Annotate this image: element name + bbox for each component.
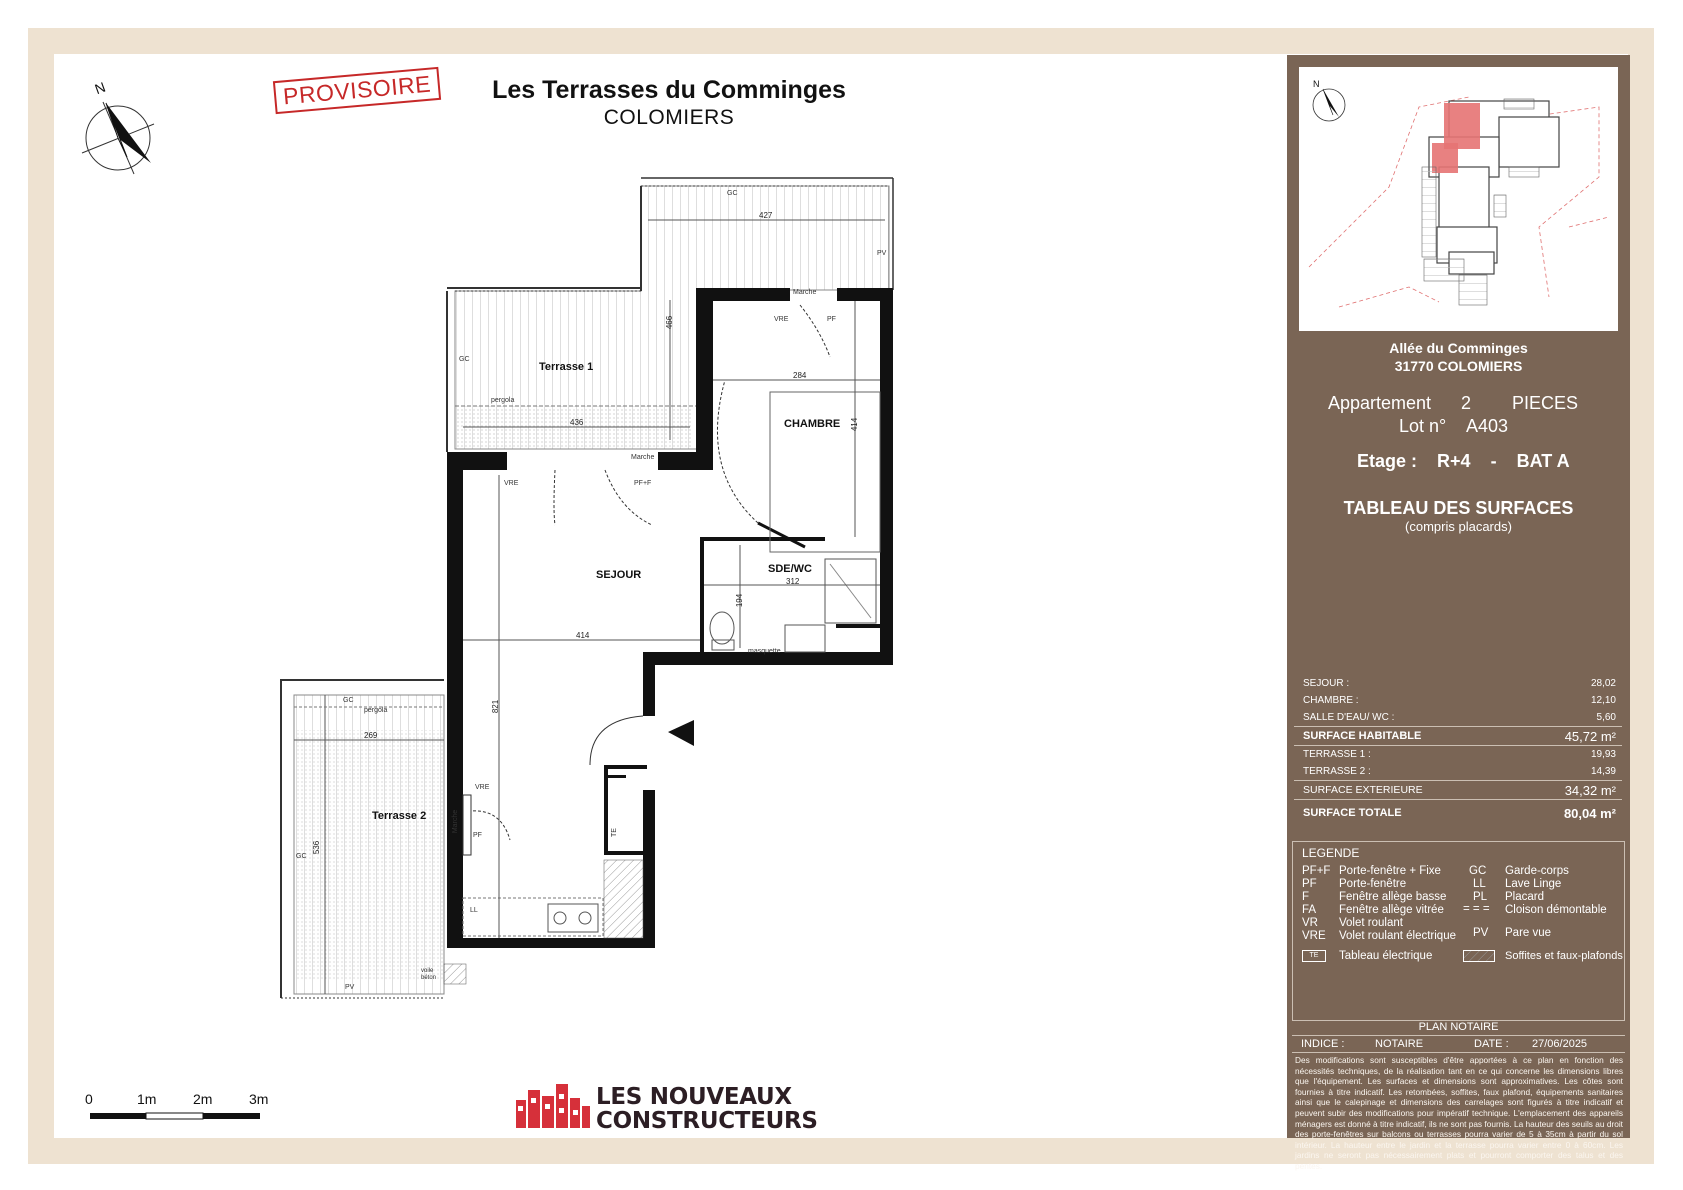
legend-text: Porte-fenêtre + Fixe: [1339, 865, 1441, 877]
annotation-te: TE: [610, 828, 618, 837]
dimension-label: 821: [491, 699, 501, 714]
surfaces-table: [1294, 675, 1622, 826]
legend-code: GC: [1469, 865, 1487, 877]
logo-line-2: CONSTRUCTEURS: [596, 1108, 818, 1134]
room-label-chambre: CHAMBRE: [784, 418, 841, 430]
surface-value: 5,60: [1596, 712, 1616, 723]
annotation-vre: VRE: [774, 316, 789, 323]
annotation-ll: LL: [470, 907, 478, 914]
legend-title: LEGENDE: [1302, 846, 1360, 860]
scale-bar: [90, 1113, 260, 1119]
legend-code: FA: [1302, 904, 1317, 916]
legend-code: VRE: [1302, 930, 1326, 942]
surface-value: 12,10: [1590, 695, 1616, 706]
annotation-pv: PV: [877, 250, 887, 257]
legend-box: [1292, 841, 1625, 1021]
surface-row: [1294, 763, 1622, 780]
surface-label: TERRASSE 2 :: [1303, 766, 1371, 777]
etage-separator: -: [1490, 451, 1497, 471]
dimension-label: 284: [793, 371, 807, 380]
room-label-sde-wc: SDE/WC: [768, 563, 812, 575]
dimension-label: 312: [786, 577, 800, 586]
annotation-pf: PF: [473, 832, 482, 839]
surface-label: SEJOUR :: [1303, 678, 1350, 689]
surface-label: TERRASSE 1 :: [1303, 749, 1371, 760]
legend-code: LL: [1473, 878, 1486, 890]
annotation-pf: PF: [827, 316, 836, 323]
apartment-pieces: PIECES: [1512, 393, 1579, 413]
surface-row: [1294, 746, 1622, 763]
scale-label: 0: [85, 1091, 93, 1107]
scale-label: 1m: [137, 1091, 157, 1107]
legend-text: Volet roulant: [1339, 917, 1403, 929]
annotation-pergola: pergola: [364, 707, 388, 714]
annotation-vre: VRE: [475, 784, 490, 791]
annotation-marche: Marche: [793, 289, 817, 296]
provisoire-stamp: PROVISOIRE: [273, 67, 441, 114]
legend-text: Tableau électrique: [1339, 950, 1433, 962]
annotation-marche: Marche: [452, 809, 460, 834]
annotation-pff: PF+F: [634, 480, 652, 487]
logo-line-1: LES NOUVEAUX: [596, 1084, 792, 1110]
surface-label: SURFACE HABITABLE: [1303, 730, 1422, 742]
legend-code: PF+F: [1302, 865, 1331, 877]
notaire-row: [1292, 1036, 1625, 1053]
address-line-1: Allée du Comminges: [1389, 340, 1528, 356]
dimension-label: 536: [312, 840, 322, 855]
notaire-block: [1292, 1021, 1625, 1053]
surface-label: CHAMBRE :: [1303, 695, 1359, 706]
dimension-label: 436: [570, 418, 584, 427]
annotation-gc: GC: [727, 190, 738, 197]
legend-text: Placard: [1505, 891, 1544, 903]
room-label-terrasse-2: Terrasse 2: [372, 810, 427, 822]
surface-value: 28,02: [1590, 678, 1616, 689]
legend-text: Fenêtre allège vitrée: [1339, 904, 1444, 916]
legend-code: F: [1302, 891, 1310, 903]
room-label-sejour: SEJOUR: [596, 569, 642, 581]
builder-logo-icon: [514, 1082, 594, 1132]
surface-value: 14,39: [1590, 766, 1616, 777]
te-legend-icon: TE: [1302, 950, 1326, 962]
apartment-rooms: 2: [1461, 393, 1472, 413]
compass-icon: [82, 102, 154, 174]
legend-text: Volet roulant électrique: [1339, 930, 1456, 942]
building-label: BAT A: [1516, 451, 1570, 471]
surface-row: [1294, 692, 1622, 709]
annotation-gc: GC: [296, 853, 307, 860]
legend-code: = = =: [1463, 903, 1490, 915]
legend-code: PL: [1473, 891, 1488, 903]
terrasse-2-deck: [281, 680, 466, 998]
etage-value: R+4: [1437, 451, 1471, 471]
lot-number: A403: [1466, 416, 1509, 436]
annotation-pergola: pergola: [491, 397, 515, 404]
legal-disclaimer: Des modifications sont susceptibles d'être apportées à ce plan en fonction des nécessités techniques, de la réalisation tant en ce qui concerne les dimensions libres que l'équipement. Les surfaces et dimensions sont approximatives. Les côtes sont fournies à titre indicatif. Les retombées, soffites, faux plafond, équipements sanitaires ainsi que le calepinage et dimensions des carrelages sont figurés à titre indicatif et peuvent subir des modifications pour impératif technique. L'emplacement des appareils ménagers est donné à titre indicatif, ils ne sont pas fournis. La hauteur des seuils au droit des porte-fenêtres sur balcons ou terrasses pourra varier de 5 à 35cm à partir du sol intérieur. La hauteur entre le jardin et la terrasse pourra varier entre 0 à 60cm. Les jardins ne seront pas nécessairement plats et pourront comporter des talus et des pentes.: [1295, 1055, 1623, 1171]
dimension-label: 414: [850, 417, 860, 432]
legend-text: Cloison démontable: [1505, 904, 1607, 916]
etage-line: [1357, 451, 1585, 472]
indice-value: NOTAIRE: [1375, 1038, 1424, 1050]
dimension-label: 269: [364, 731, 378, 740]
dimension-label: 427: [759, 211, 773, 220]
surface-row: [1294, 709, 1622, 726]
dimension-label: 466: [665, 315, 675, 330]
legend-text: Garde-corps: [1505, 865, 1569, 877]
building-key-map: [1299, 67, 1618, 331]
legend-code: PF: [1302, 878, 1317, 890]
legend-text: Soffites et faux-plafonds: [1505, 950, 1623, 962]
surface-value: 19,93: [1590, 749, 1616, 760]
date-label: DATE :: [1474, 1038, 1509, 1050]
annotation-gc: GC: [343, 697, 354, 704]
project-title: Les Terrasses du Comminges: [492, 76, 846, 104]
surfaces-table-subtitle: (compris placards): [1405, 519, 1512, 534]
indice-label: INDICE :: [1301, 1038, 1345, 1050]
keymap-highlight: [1444, 103, 1480, 149]
scale-label: 2m: [193, 1091, 213, 1107]
info-panel: [1287, 55, 1630, 1171]
dimension-label: 194: [735, 593, 745, 608]
surface-value: 80,04 m²: [1563, 805, 1616, 821]
project-city: COLOMIERS: [603, 106, 735, 129]
surface-row: [1294, 675, 1622, 692]
legend-code: VR: [1302, 917, 1318, 929]
surfaces-table-title: TABLEAU DES SURFACES: [1343, 498, 1574, 518]
legend-text: Porte-fenêtre: [1339, 878, 1407, 890]
dimension-label: 414: [576, 631, 590, 640]
scale-label: 3m: [249, 1091, 269, 1107]
legend-text: Fenêtre allège basse: [1339, 891, 1447, 903]
annotation-pv: PV: [345, 984, 355, 991]
compass-north-label: N: [92, 78, 108, 98]
room-label-terrasse-1: Terrasse 1: [539, 361, 594, 373]
etage-label: Etage :: [1357, 451, 1418, 471]
surface-habitable-row: [1294, 726, 1622, 746]
notaire-title: PLAN NOTAIRE: [1292, 1021, 1625, 1036]
annotation-vre: VRE: [504, 480, 519, 487]
annotation-voile: voile béton: [421, 968, 437, 981]
surface-value: 45,72 m²: [1564, 728, 1616, 744]
hatch-legend-icon: [1463, 950, 1495, 962]
annotation-gc: GC: [459, 356, 470, 363]
surface-value: 34,32 m²: [1564, 782, 1616, 798]
surface-label: SALLE D'EAU/ WC :: [1303, 712, 1395, 723]
svg-text:N: N: [1313, 79, 1320, 89]
legend-text: Lave Linge: [1505, 878, 1562, 890]
legend-text: Pare vue: [1505, 927, 1552, 939]
date-value: 27/06/2025: [1532, 1038, 1588, 1050]
lot-label: Lot n°: [1399, 416, 1447, 436]
keymap-compass-icon: [1313, 79, 1345, 121]
address-line-2: 31770 COLOMIERS: [1394, 358, 1523, 374]
surface-label: SURFACE TOTALE: [1303, 807, 1402, 819]
annotation-marche: Marche: [631, 454, 655, 461]
apartment-label: Appartement: [1328, 393, 1432, 413]
surface-exterieure-row: [1294, 780, 1622, 800]
legend-code: PV: [1473, 927, 1489, 939]
builder-logo-text: [596, 1085, 818, 1133]
surface-totale-row: [1294, 800, 1622, 826]
surface-label: SURFACE EXTERIEURE: [1303, 784, 1423, 796]
annotation-masquette: masquette: [748, 648, 781, 655]
